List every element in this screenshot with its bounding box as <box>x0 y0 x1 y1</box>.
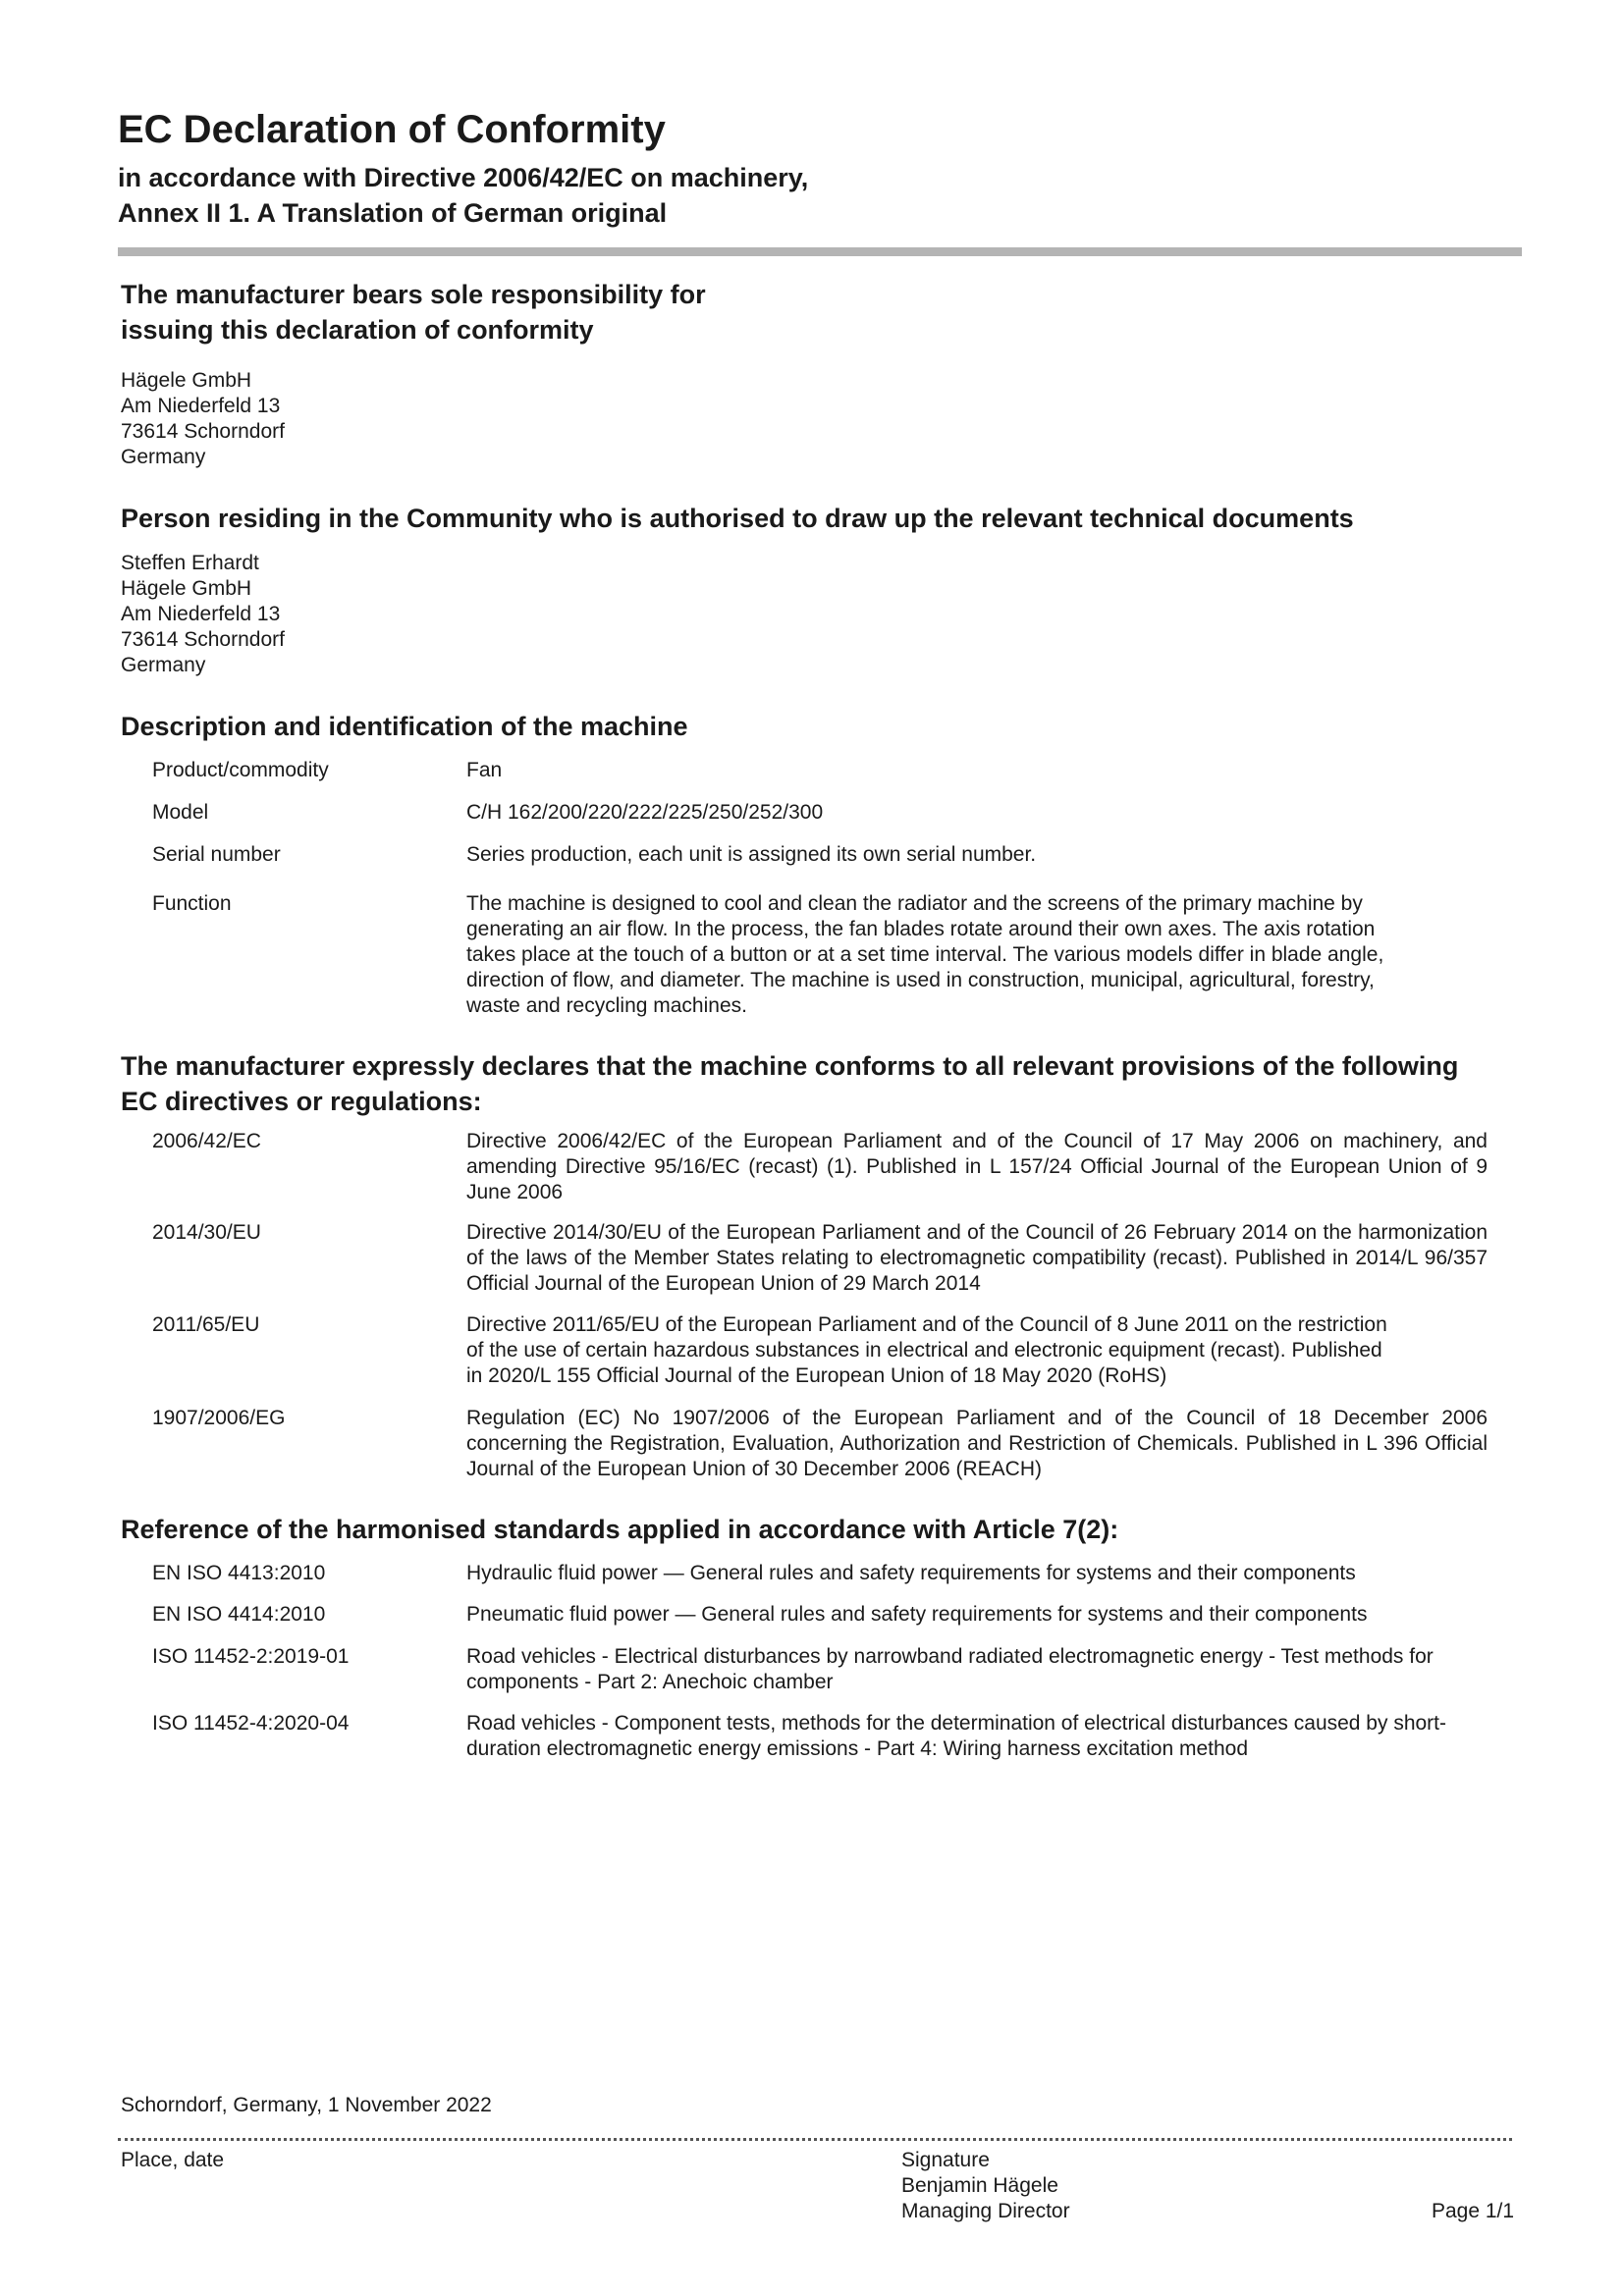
address-line: Hägele GmbH <box>121 577 252 600</box>
row-label: Product/commodity <box>152 759 329 781</box>
address-line: 73614 Schorndorf <box>121 628 285 651</box>
machine-heading: Description and identification of the machine <box>121 712 688 741</box>
row-label: Serial number <box>152 843 281 866</box>
address-line: Germany <box>121 446 206 468</box>
row-value: The machine is designed to cool and clean the radiator and the screens of the primary machine by generating an air flow. In the process, the fan blades rotate around their own axes. The axis rotation takes place at the touch of a button or at a set time interval. The various models differ in blade angle, direction of flow, and diameter. The machine is used in construction, municipal, agricultural, forestry, waste and recycling machines. <box>466 892 1384 1017</box>
title-divider <box>118 247 1522 256</box>
signatory-name: Benjamin Hägele <box>901 2174 1058 2197</box>
signature-label: Signature <box>901 2149 990 2171</box>
page-number: Page 1/1 <box>1432 2200 1515 2222</box>
document-subtitle-line2: Annex II 1. A Translation of German original <box>118 198 668 228</box>
row-value: Directive 2014/30/EU of the European Parliament and of the Council of 26 February 2014 on the harmonization of the laws of the Member States relating to electromagnetic compatibility (recast). Published in 2014/L 96/357 Official Journal of the European Union of 29 March 2014 <box>466 1221 1488 1295</box>
row-value: Directive 2011/65/EU of the European Parliament and of the Council of 8 June 2011 on the restriction of the use of certain hazardous substances in electrical and electronic equipment (recast). Published in 2020/L 155 Official Journal of the European Union of 18 May 2020 (RoHS) <box>466 1313 1387 1387</box>
address-line: 73614 Schorndorf <box>121 420 285 443</box>
row-label: 1907/2006/EG <box>152 1407 286 1429</box>
row-value: Fan <box>466 759 503 781</box>
address-line: Am Niederfeld 13 <box>121 603 281 625</box>
row-value: Hydraulic fluid power — General rules and safety requirements for systems and their components <box>466 1562 1356 1584</box>
authorised-person-address <box>121 551 285 678</box>
row-value: Pneumatic fluid power — General rules and safety requirements for systems and their components <box>466 1603 1368 1626</box>
row-label: Function <box>152 892 232 915</box>
address-line: Germany <box>121 654 206 676</box>
place-date-value: Schorndorf, Germany, 1 November 2022 <box>121 2094 492 2116</box>
row-value: Series production, each unit is assigned its own serial number. <box>466 843 1037 866</box>
manufacturer-heading-line2: issuing this declaration of conformity <box>121 315 594 345</box>
row-label: 2014/30/EU <box>152 1221 261 1244</box>
address-line: Hägele GmbH <box>121 369 252 392</box>
address-line: Steffen Erhardt <box>121 552 259 574</box>
manufacturer-heading-line1: The manufacturer bears sole responsibility for <box>121 280 706 309</box>
row-label: 2011/65/EU <box>152 1313 260 1336</box>
row-value: Directive 2006/42/EC of the European Parliament and of the Council of 17 May 2006 on machinery, and amending Directive 95/16/EC (recast) (1). Published in L 157/24 Official Journal of the European Union of 9 June 2006 <box>466 1130 1488 1203</box>
signatory-title: Managing Director <box>901 2200 1070 2222</box>
address-line: Am Niederfeld 13 <box>121 395 281 417</box>
row-value: Road vehicles - Electrical disturbances by narrowband radiated electromagnetic energy - Test methods for components - Part 2: Anechoic chamber <box>466 1645 1434 1693</box>
signature-line <box>118 2138 1512 2141</box>
authorised-person-heading: Person residing in the Community who is authorised to draw up the relevant technical documents <box>121 504 1354 533</box>
place-date-label: Place, date <box>121 2149 225 2171</box>
document-title: EC Declaration of Conformity <box>118 108 666 151</box>
manufacturer-heading <box>121 277 1476 347</box>
standards-heading: Reference of the harmonised standards applied in accordance with Article 7(2): <box>121 1515 1119 1544</box>
row-label: Model <box>152 801 209 824</box>
signature-block <box>901 2148 1070 2224</box>
manufacturer-address <box>121 368 285 470</box>
row-label: 2006/42/EC <box>152 1130 261 1152</box>
row-label: ISO 11452-4:2020-04 <box>152 1712 350 1735</box>
row-label: ISO 11452-2:2019-01 <box>152 1645 350 1668</box>
directives-heading: The manufacturer expressly declares that the machine conforms to all relevant provisions of the following EC directives or regulations: <box>121 1051 1459 1116</box>
row-value: Regulation (EC) No 1907/2006 of the European Parliament and of the Council of 18 December 2006 concerning the Registration, Evaluation, Authorization and Restriction of Chemicals. Published in L 396 Official Journal of the European Union of 30 December 2006 (REACH) <box>466 1407 1488 1480</box>
row-label: EN ISO 4413:2010 <box>152 1562 326 1584</box>
row-label: EN ISO 4414:2010 <box>152 1603 326 1626</box>
row-value: C/H 162/200/220/222/225/250/252/300 <box>466 801 824 824</box>
document-subtitle-line1: in accordance with Directive 2006/42/EC on machinery, <box>118 163 809 192</box>
row-value: Road vehicles - Component tests, methods for the determination of electrical disturbances caused by short-duration electromagnetic energy emissions - Part 4: Wiring harness excitation method <box>466 1712 1447 1760</box>
